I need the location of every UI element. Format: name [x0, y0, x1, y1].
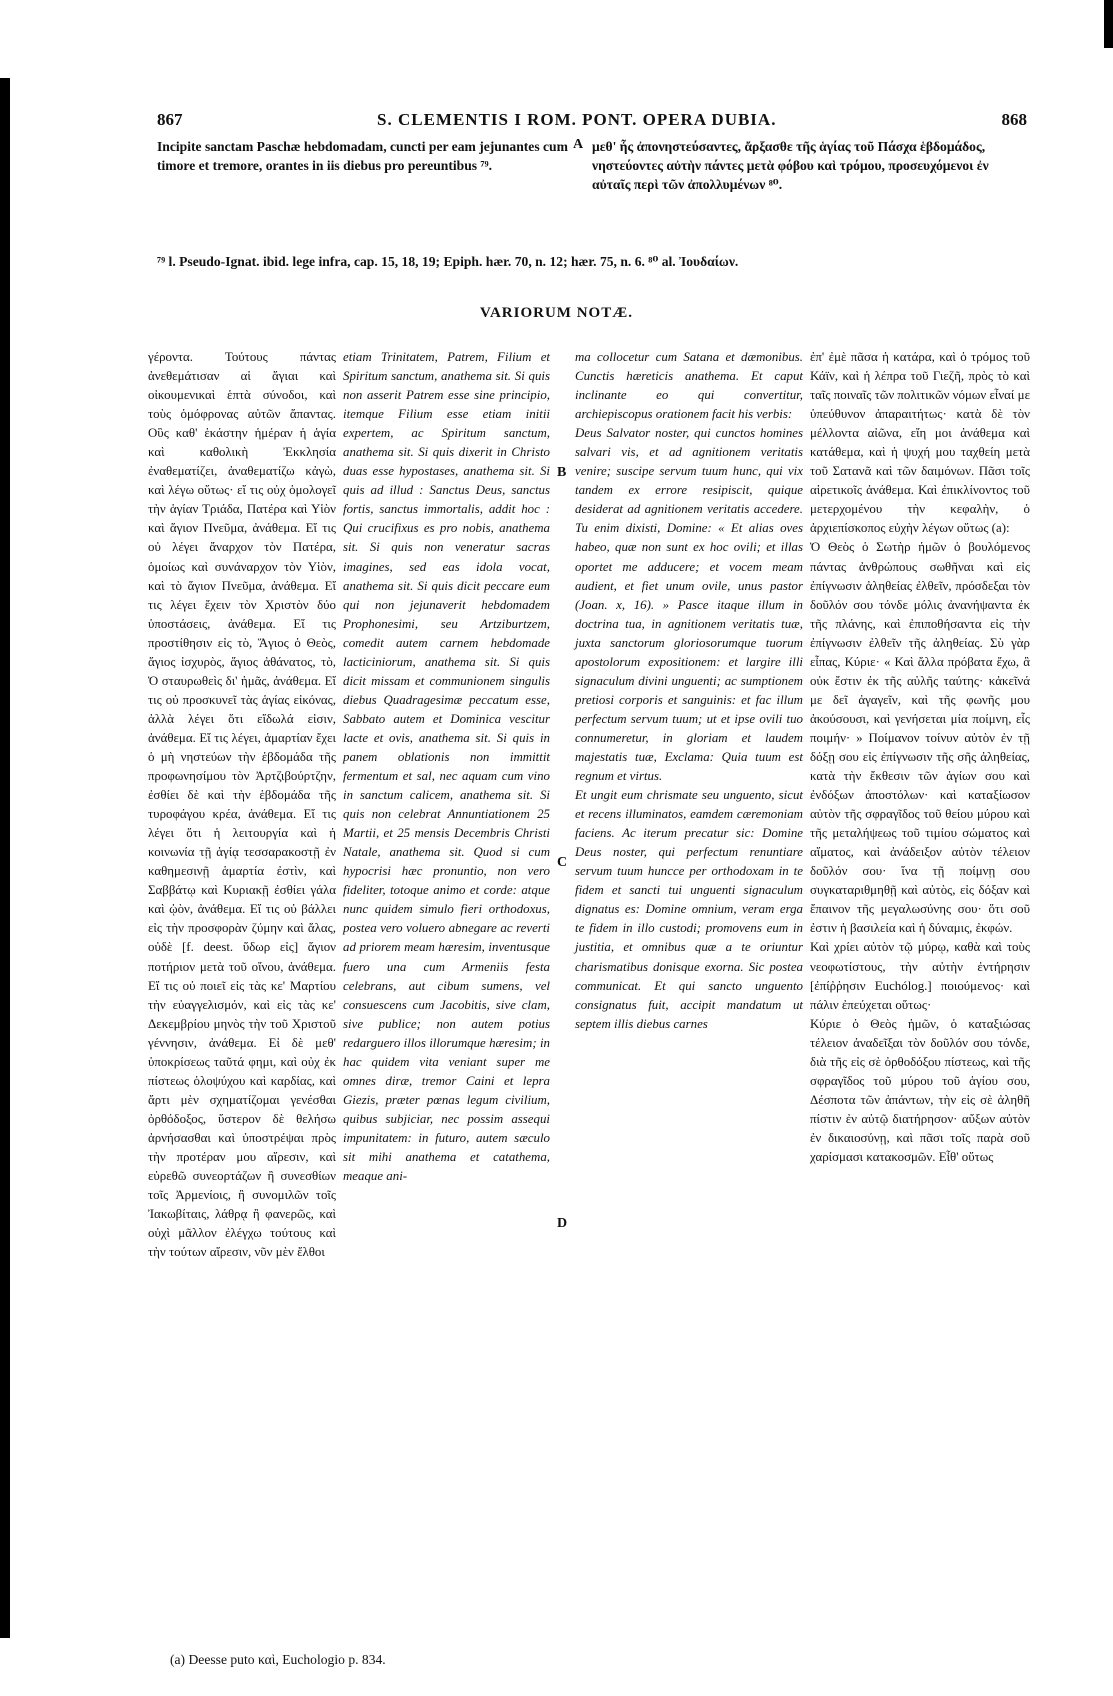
- column-greek-2-para-3: Καὶ χρίει αὐτὸν τῷ μύρῳ, καθὰ καὶ τοὺς νεοφωτίστους, τὴν αὐτὴν ἐντήρησιν [ἐπίῤῥησιν Euchólog.] ποιούμενος· καὶ πάλιν ἐπεύχεται οὕτως·: [810, 940, 1030, 1012]
- column-latin-2: [575, 348, 803, 1034]
- column-latin-2-para-1: ma collocetur cum Satana et dæmonibus. Cunctis hæreticis anathema. Et caput inclinante eo qui convertitur, archiepiscopus orationem facit his verbis:: [575, 350, 803, 422]
- column-greek-1-text: γέροντα. Τούτους πάντας ἀνεθεμάτισαν αἱ ἅγιαι καὶ οἰκουμενικαὶ ἑπτὰ σύνοδοι, καὶ τοὺς ὁμόφρονας αὐτῶν ἅπαντας. Οὓς καθ' ἑκάστην ἡμέραν ἡ ἁγία καὶ καθολικὴ Ἐκκλησία ἐναθεματίζει, ἀναθεματίζω κἀγὼ, καὶ λέγω οὕτως· εἴ τις οὐχ ὁμολογεῖ τὴν ἁγίαν Τριάδα, Πατέρα καὶ Υἱὸν καὶ ἅγιον Πνεῦμα, ἀνάθεμα. Εἴ τις οὐ λέγει ἄναρχον τὸν Πατέρα, ὁμοίως καὶ συνάναρχον τὸν Υἱὸν, καὶ τὸ ἅγιον Πνεῦμα, ἀνάθεμα. Εἴ τις λέγει ἔχειν τὸν Χριστὸν δύο ὑποστάσεις, ἀνάθεμα. Εἴ τις προστίθησιν εἰς τὸ, Ἅγιος ὁ Θεὸς, ἅγιος ἰσχυρὸς, ἅγιος ἀθάνατος, τὸ, Ὁ σταυρωθεὶς δι' ἡμᾶς, ἀνάθεμα. Εἴ τις οὐ προσκυνεῖ τὰς ἁγίας εἰκόνας, ἀλλὰ λέγει ὅτι εἴδωλά εἰσιν, ἀνάθεμα. Εἴ τις λέγει, ἁμαρτίαν ἔχει ὁ μὴ νηστεύων τὴν ἑβδομάδα τῆς προφωνησίμου τὸν Ἀρτζιβούρτζην, ἐσθίει δὲ καὶ τὴν ἑβδομάδα τῆς τυροφάγου κρέα, ἀνάθεμα. Εἴ τις λέγει ὅτι ἡ λειτουργία καὶ ἡ κοινωνία τῇ ἁγίᾳ τεσσαρακοστῇ ἐν καθημεσινῇ ἁμαρτία ἐστὶν, καὶ Σαββάτῳ καὶ Κυριακῇ ἐσθίει γάλα καὶ ᾠὸν, ἀνάθεμα. Εἴ τις οὐ βάλλει εἰς τὴν προσφορὰν ζύμην καὶ ἅλας, οὐδὲ [f. deest. ὕδωρ εἰς] ἅγιον ποτήριον μετὰ τοῦ οἴνου, ἀνάθεμα. Εἴ τις οὐ ποιεῖ εἰς τὰς κε' Μαρτίου τὴν εὐαγγελισμόν, καὶ εἰς τὰς κε' Δεκεμβρίου μηνὸς τὴν τοῦ Χριστοῦ γέννησιν, ἀνάθεμα. Εἰ δὲ μεθ' ὑποκρίσεως ταῦτά φημι, καὶ οὐχ ἐκ πίστεως ὁλοψύχου καὶ καρδίας, καὶ ἄρτι μὲν σχηματίζομαι γενέσθαι ὀρθόδοξος, ὕστερον δὲ θελήσω ἀρνήσασθαι καὶ ὑποστρέψαι πρὸς τὴν προτέραν μου αἵρεσιν, καὶ εὑρεθῶ συνεορτάζων ἢ συνεσθίων τοῖς Ἀρμενίοις, ἢ συνομιλῶν τοῖς Ἰακωβίταις, λάθρᾳ ἢ φανερῶς, καὶ οὐχὶ μᾶλλον ἐλέγχω τούτους καὶ τὴν τούτων αἵρεσιν, νῦν μὲν ἔλθοι: [148, 350, 336, 1260]
- top-footnote: ⁷⁹ l. Pseudo-Ignat. ibid. lege infra, cap. 15, 18, 19; Epiph. hær. 70, n. 12; hær. 75, n. 6. ⁸⁰ al. Ἰουδαίων.: [157, 254, 739, 269]
- page-header: [157, 110, 1027, 134]
- column-greek-2-para-1: ἐπ' ἐμὲ πᾶσα ἡ κατάρα, καὶ ὁ τρόμος τοῦ Κάϊν, καὶ ἡ λέπρα τοῦ Γιεζῆ, πρὸς τὸ καὶ ταῖς ποιναῖς τῶν πολιτικῶν νόμων εἶναί με ὑπεύθυνον ἀπαραιτήτως· κατὰ δὲ τὸν μέλλοντα αἰῶνα, εἴη μοι ἀνάθεμα καὶ κατάθεμα, καὶ ἡ ψυχή μου ταχθείη μετὰ τοῦ Σατανᾶ καὶ τῶν δαιμόνων. Πᾶσι τοῖς αἱρετικοῖς ἀνάθεμα. Καὶ ἐπικλίνοντος τοῦ μετερχομένου τὴν κεφαλὴν, ὁ ἀρχιεπίσκοπος εὐχὴν λέγων οὕτως (a):: [810, 350, 1030, 536]
- margin-marker-b: B: [557, 465, 567, 480]
- margin-marker-a: A: [573, 137, 584, 152]
- column-greek-2-para-2: Ὁ Θεὸς ὁ Σωτὴρ ἡμῶν ὁ βουλόμενος πάντας ἀνθρώπους σωθῆναι καὶ εἰς ἐπίγνωσιν ἀληθείας ἐλθεῖν, πρόσδεξαι τὸν δοῦλόν σου τόνδε μόλις ἀνανήψαντα ἐκ τῆς πλάνης, καὶ ἐπιποθήσαντα εἰς τὴν ἐπίγνωσιν ἐλθεῖν τῆς ἀληθείας. Σὺ γὰρ εἶπας, Κύριε· « Καὶ ἄλλα πρόβατα ἔχω, ἃ οὐκ ἔστιν ἐκ τῆς αὐλῆς ταύτης· κἀκεῖνά με δεῖ ἀγαγεῖν, καὶ τῆς φωνῆς μου ἀκούσουσι, καὶ γενήσεται μία ποίμνη, εἷς ποιμήν· » Ποίμανον τοίνυν αὐτὸν ἐν τῇ δόξῃ σου εἰς ἐπίγνωσιν τῆς σῆς ἀληθείας, κατὰ τὴν ἔκθεσιν τῶν ἁγίων σου καὶ ἐνδόξων ἀποστόλων· καὶ καταξίωσον αὐτὸν τῆς σφραγῖδος τοῦ θείου μύρου καὶ τῆς μεταλήψεως τοῦ τιμίου σώματος καὶ αἵματος, καὶ ἀνάδειξον αὐτὸν τέλειον δοῦλόν σου· ἵνα τῇ ποίμνῃ σου συγκαταριθμηθῇ καὶ αὐτὸς, εἰς δόξαν καὶ ἔπαινον τῆς μεγαλωσύνης σου· ὅτι σοῦ ἐστιν ἡ βασιλεία καὶ ἡ δύναμις, ἐκφών.: [810, 540, 1030, 936]
- column-greek-2: [810, 348, 1030, 1167]
- running-title: S. CLEMENTIS I ROM. PONT. OPERA DUBIA.: [377, 110, 777, 129]
- page-number-left: 867: [157, 110, 183, 129]
- column-greek-1: [148, 348, 336, 1262]
- margin-marker-c: C: [557, 855, 568, 870]
- column-greek-2-para-4: Κύριε ὁ Θεὸς ἡμῶν, ὁ καταξιώσας τέλειον ἀναδεῖξαι τὸν δοῦλόν σου τόνδε, διὰ τῆς εἰς σὲ ὀρθοδόξου πίστεως, καὶ τῆς σφραγῖδος τοῦ μύρου τοῦ ἁγίου σου, Δέσποτα τῶν ἁπάντων, τὴν εἰς σὲ ἀληθῆ πίστιν ἐν αὐτῷ διατήρησον· αὔξων αὐτὸν ἐν δικαιοσύνῃ, καὶ πᾶσι τοῖς παρὰ σοῦ χαρίσμασι κατακοσμῶν. Εἶθ' οὕτως: [810, 1016, 1030, 1164]
- section-title: VARIORUM NOTÆ.: [480, 305, 633, 321]
- page-number-right: 868: [1001, 110, 1027, 129]
- margin-marker-d: D: [557, 1216, 568, 1231]
- top-greek-text: μεθ' ἧς ἀπονηστεύσαντες, ἄρξασθε τῆς ἁγίας τοῦ Πάσχα ἑβδομάδος, νηστεύοντες αὐτὴν πάντες μετὰ φόβου καὶ τρόμου, προσευχόμενοι ἐν αὐταῖς περὶ τῶν ἀπολλυμένων ⁸⁰.: [592, 139, 989, 192]
- bottom-footnote: (a) Deesse puto καὶ, Euchologio p. 834.: [170, 1652, 386, 1667]
- column-latin-1-text: etiam Trinitatem, Patrem, Filium et Spiritum sanctum, anathema sit. Si quis non asserit Patrem esse sine principio, itemque Filium esse etiam initii expertem, ac Spiritum sanctum, anathema sit. Si quis dixerit in Christo duas esse hypostases, anathema sit. Si quis ad illud : Sanctus Deus, sanctus fortis, sanctus immortalis, addit hoc : Qui crucifixus es pro nobis, anathema sit. Si quis non veneratur sacras imagines, sed eas idola vocat, anathema sit. Si quis dicit peccare eum qui non jejunaverit hebdomadem Prophonesimi, seu Artziburtzem, comedit autem carnem hebdomade lacticiniorum, anathema sit. Si quis dicit missam et communionem singulis diebus Quadragesimæ peccatum esse, Sabbato autem et Dominica vescitur lacte et ovis, anathema sit. Si quis in panem oblationis non immittit fermentum et sal, nec aquam cum vino in sanctum calicem, anathema sit. Si quis non celebrat Annuntiationem 25 Martii, et 25 mensis Decembris Christi Natale, anathema sit. Quod si cum hypocrisi hæc pronuntio, non vero fideliter, totoque animo et corde: atque nunc quidem simulo fieri orthodoxus, postea vero voluero abnegare ac reverti ad priorem meam hæresim, inventusque fuero una cum Armeniis festa celebrans, aut cibum sumens, vel consuescens cum Jacobitis, sive clam, sive publice; non autem potius redarguero illos illorumque hæresim; in hac quidem vita veniant super me omnes diræ, tremor Caini et lepra Giezis, præter pœnas legum civilium, quibus subjiciar, nec possim assequi impunitatem: in futuro, autem sæculo sit mihi anathema et catathema, meaque ani-: [343, 350, 550, 1184]
- column-latin-1: [343, 348, 550, 1186]
- scan-border-top-right: [1104, 0, 1113, 48]
- top-latin-text: Incipite sanctam Paschæ hebdomadam, cuncti per eam jejunantes cum timore et tremore, orantes in iis diebus pro pereuntibus ⁷⁹.: [157, 139, 568, 173]
- column-latin-2-para-3: Et ungit eum chrismate seu unguento, sicut et recens illuminatos, eamdem cæremoniam faciens. Ac iterum precatur sic: Domine Deus noster, qui perfectum renuntiare servum tuum huncce per orthodoxam in te fidem et sancti tui unguenti signaculum dignatus es: Domine omnium, veram erga te fidem in illo custodi; promovens eum in justitia, et omnibus quæ a te oriuntur charismatibus donisque exorna. Sic postea communicat. Et qui sancto unguento consignatus fuit, accipit mandatum ut septem illis diebus carnes: [575, 788, 803, 1031]
- column-latin-2-para-2: Deus Salvator noster, qui cunctos homines salvari vis, et ad agnitionem veritatis venire; suscipe servum tuum hunc, qui vix tandem ex errore resipiscit, quique desiderat ad agnitionem veritatis accedere. Tu enim dixisti, Domine: « Et alias oves habeo, quæ non sunt ex hoc ovili; et illas oportet me adducere; et vocem meam audient, et fiet unum ovile, unus pastor (Joan. x, 16). » Pasce itaque illum in doctrina tua, in agnitionem veritatis tuæ, juxta sanctorum gloriosorumque tuorum apostolorum expositionem: et largire illi signaculum divini unguenti; ac sumptionem pretiosi corporis et sanguinis: et fac illum perfectum servum tuum; ut et ipse ovili tuo connumeretur, in gloriam et laudem majestatis tuæ, Exclama: Quia tuum est regnum et virtus.: [575, 426, 803, 784]
